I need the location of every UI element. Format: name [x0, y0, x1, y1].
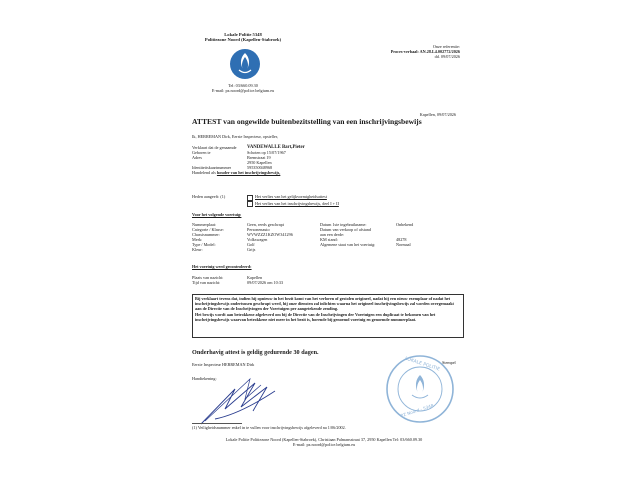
footnote: (1) Veiligheidsnummer enkel in te vullen voor inschrijvingsbewijs afgeleverd na 1/06/2002. [192, 425, 346, 430]
department-zone: Politiezone Noord (Kapellen-Stabroek) [204, 37, 282, 43]
officer-name: Eerste Inspecteur HERREMAN Dirk [192, 362, 255, 367]
loss-block [192, 194, 339, 207]
check-place-label: Plaats van nazicht: [192, 275, 224, 280]
vehicle-row: Datum van verkoop of afstand [320, 227, 371, 232]
born-label: Geboren te [192, 150, 211, 155]
phone-text: Tel: 03/660.09.30 [228, 83, 258, 88]
address-label: Adres [192, 155, 203, 160]
signature-label: Handtekening: [192, 376, 217, 381]
intro-text: Ik, HERREMAN Dirk, Eerste Inspecteur, opsteller, [192, 134, 279, 139]
vehicle-right-column [320, 222, 413, 247]
ref-label: Onze referentie: [432, 44, 460, 49]
vehicle-row: aan een derde: [320, 232, 345, 237]
vehicle-row: Chassisnummer: WVWZZZ1KZOW341296 [192, 232, 293, 237]
department-name: Lokale Politie 5348 [224, 32, 262, 37]
police-logo-icon [229, 48, 261, 80]
address-line2: 2950 Kapellen [247, 160, 272, 165]
validity-text: Onderhavig attest is geldig gedurende 30 dagen. [192, 349, 319, 356]
checkbox-icon [247, 195, 253, 201]
stamp-text-bottom: PZ Noord - 5348 [400, 402, 435, 419]
vehicle-row: KM stand: 48278 [320, 237, 407, 242]
stamp-text-top: LOKALE POLITIE [404, 356, 441, 373]
reference-block [380, 44, 460, 59]
vehicle-row: Merk: Volkswagen [192, 237, 268, 242]
page-footer [200, 437, 448, 447]
id-label: Identiteitskaartnummer [192, 165, 232, 170]
loss-line1: Het verlies van het gelijkvormigheidsattest [255, 194, 327, 199]
department-block [198, 32, 288, 43]
vehicle-row: Kleur: Grijs [192, 247, 256, 252]
vehicle-row: Categorie / Klasse: Personenauto [192, 227, 270, 232]
id-value: 595350048968 [247, 165, 273, 170]
notice-box [192, 294, 464, 338]
vehicle-row: Nummerplaat: Geen, reeds geschrapt [192, 222, 284, 227]
pv-date: dd. 09/07/2026 [434, 54, 460, 59]
holder-value: houder van het inschrijvingsbewijs, [216, 170, 281, 175]
vehicle-row: Type / Model: Golf [192, 242, 255, 247]
vehicle-row: Algemene staat van het voertuig: Normaal [320, 242, 411, 247]
holder-prefix: Handelend als [192, 170, 216, 175]
check-time-value: 09/07/2026 om 10:33 [247, 280, 284, 285]
vehicle-row: Datum 1ste ingebruikname: Onbekend [320, 222, 414, 227]
footer-address: Lokale Politie Politiezone Noord (Kapellen-Stabroek), Christiaan Palmansstraat 37, 2950 Kapellen Tel: 03/660.09.30 [225, 437, 423, 442]
footer-email: E-mail: pz.noord@police.belgium.eu [292, 442, 356, 447]
checked-block [192, 275, 283, 285]
declared-label: Verklaart dat de genaamde [192, 145, 237, 150]
notice-paragraph-2: Het bewijs wordt aan betrokkene afgeleverd om bij de Directie van de Inschrijvingen der Voertuigen een duplicaat te bekomen van het inschrijvingsbewijs waarvan betrokkene niet meer in het bezit is, horende bij genoemd voertuig en genoemde nummerplaat. [195, 312, 436, 322]
document-title: ATTEST van ongewilde buitenbezitstelling van een inschrijvingsbewijs [192, 117, 422, 126]
check-place-value: Kapellen [247, 275, 263, 280]
check-time-label: Tijd van nazicht: [192, 280, 221, 285]
contact-block [198, 83, 288, 93]
declared-name: VANDEWALLE Bart,Pieter [247, 145, 305, 150]
signature-drawing-icon [195, 369, 285, 429]
checked-heading: Het voertuig werd gecontroleerd: [192, 264, 252, 269]
notice-paragraph-1: Bij verklaart tevens dat, indien hij opnieuw in het bezit komt van het verloren of gestolen origineel, nadat hij een nieuw exemplaar of nadat het inschrijvingsbewijs ondertussen geschrapt werd, hij onze diensten zal inlichten waarna het origineel inschrijvingsbewijs zal worden overgemaakt aan de Directie van de Inschrijvingen der Voertuigen per aangetekende zending. [195, 296, 454, 311]
vehicle-left-column [192, 222, 293, 252]
loss-line2: Het verlies van het inschrijvingsbewijs, deel I + II [255, 200, 339, 206]
footnote-divider [192, 423, 242, 424]
email-text: E-mail: pz.noord@police.belgium.eu [211, 88, 275, 93]
checkbox-icon [247, 201, 253, 207]
address-line1: Bremstraat 19 [247, 155, 271, 160]
loss-label: Heden aangeeft: (1) [192, 194, 226, 199]
place-date: Kapellen, 09/07/2026 [419, 112, 456, 117]
vehicle-heading: Voor het volgende voertuig: [192, 212, 242, 217]
born-value: Schoten op 15/07/1967 [247, 150, 286, 155]
stamp-label: Stempel [442, 360, 456, 365]
person-block [192, 145, 305, 175]
pv-number: Proces-verbaal: AN.28.L4.002772/2026 [390, 49, 460, 54]
